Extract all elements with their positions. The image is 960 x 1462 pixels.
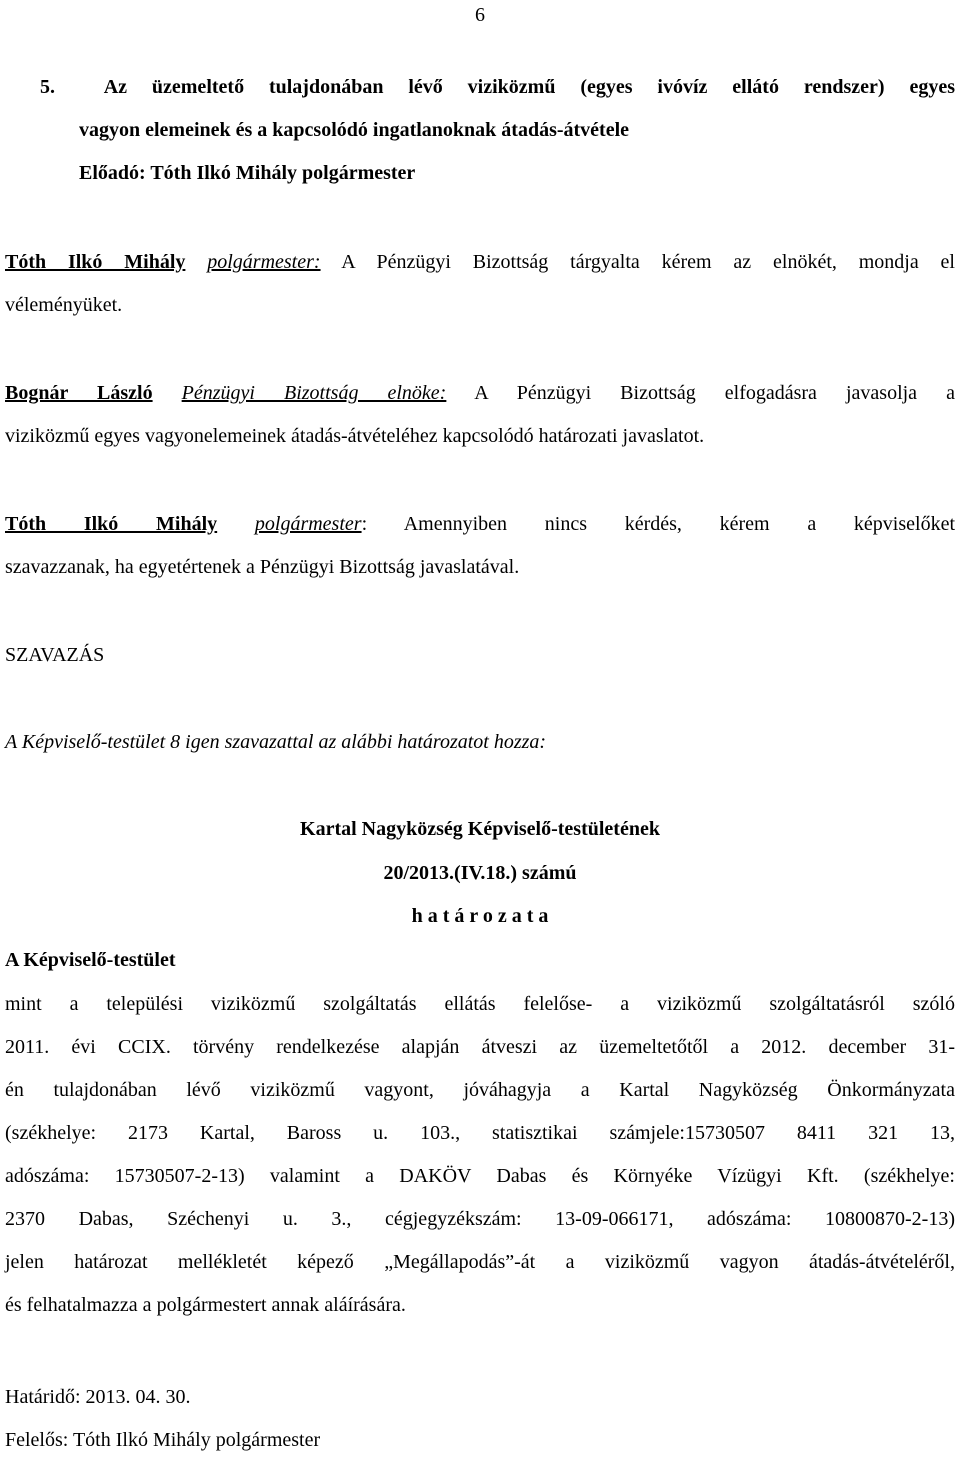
speech-paragraph-2-line2: viziközmű egyes vagyonelemeinek átadás-átvételéhez kapcsolódó határozati javaslatot.: [5, 425, 705, 447]
page-number: 6: [475, 4, 485, 26]
speaker-name: Tóth Ilkó Mihály: [5, 513, 218, 535]
resolution-body-line: mint a települési viziközmű szolgáltatás ellátás felelőse- a viziközmű szolgáltatásról szóló: [5, 993, 955, 1015]
speech-paragraph-2-line1: [5, 372, 955, 415]
speaker-name: Tóth Ilkó Mihály: [5, 251, 186, 273]
speech-paragraph-3-line1: [5, 503, 955, 546]
vote-result: A Képviselő-testület 8 igen szavazattal az alábbi határozatot hozza:: [5, 731, 547, 753]
agenda-item-title-line2: vagyon elemeinek és a kapcsolódó ingatlanoknak átadás-átvétele: [79, 119, 630, 141]
resolution-body: [5, 983, 955, 1327]
speech-paragraph-2: [5, 372, 955, 458]
resolution-number-suffix: számú: [517, 862, 577, 884]
speech-paragraph-1-line1: [5, 241, 955, 284]
vote-heading: SZAVAZÁS: [5, 644, 105, 666]
resolution-body-line: én tulajdonában lévő viziközmű vagyont, jóváhagyja a Kartal Nagyközség Önkormányzata: [5, 1079, 955, 1101]
speech-text: : Amennyiben nincs kérdés, kérem a képviselőket: [361, 513, 956, 535]
speech-paragraph-1: [5, 241, 955, 327]
speech-paragraph-1-line2: véleményüket.: [5, 294, 123, 316]
speaker-role: polgármester:: [207, 251, 321, 273]
agenda-item-presenter: Előadó: Tóth Ilkó Mihály polgármester: [79, 162, 416, 184]
speech-text: A Pénzügyi Bizottság tárgyalta kérem az elnökét, mondja el: [320, 251, 955, 273]
resolution-body-line: 2011. évi CCIX. törvény rendelkezése alapján átveszi az üzemeltetőtől a 2012. december 31-: [5, 1036, 955, 1058]
speaker-name: Bognár László: [5, 382, 153, 404]
resolution-label: h a t á r o z a t a: [411, 905, 549, 927]
resolution-responsible: Felelős: Tóth Ilkó Mihály polgármester: [5, 1429, 321, 1451]
agenda-item-number: 5.: [40, 76, 55, 98]
resolution-body-line: (székhelye: 2173 Kartal, Baross u. 103., statisztikai számjele:15730507 8411 321 13,: [5, 1122, 955, 1144]
speaker-role: polgármester: [254, 513, 362, 535]
speech-paragraph-3: [5, 503, 955, 589]
agenda-item-title-line1: [40, 66, 955, 109]
agenda-item-title: [40, 66, 955, 195]
resolution-deadline: Határidő: 2013. 04. 30.: [5, 1386, 191, 1408]
speech-paragraph-3-line2: szavazzanak, ha egyetértenek a Pénzügyi Bizottság javaslatával.: [5, 556, 520, 578]
resolution-body-line: 2370 Dabas, Széchenyi u. 3., cégjegyzékszám: 13-09-066171, adószáma: 10800870-2-13): [5, 1208, 955, 1230]
speech-text: A Pénzügyi Bizottság elfogadásra javasolja a: [446, 382, 955, 404]
resolution-body-line: jelen határozat mellékletét képező „Megállapodás”-át a viziközmű vagyon átadás-átvételéről,: [5, 1251, 955, 1273]
resolution-body-line: adószáma: 15730507-2-13) valamint a DAKÖV Dabas és Környéke Vízügyi Kft. (székhelye:: [5, 1165, 955, 1187]
resolution-subject: A Képviselő-testület: [5, 949, 176, 971]
agenda-item-title-text: Az üzemeltető tulajdonában lévő viziközmű (egyes ivóvíz ellátó rendszer) egyes: [103, 76, 955, 98]
resolution-body-name: Kartal Nagyközség Képviselő-testületének: [300, 818, 660, 840]
resolution-body-line: és felhatalmazza a polgármestert annak aláírására.: [5, 1294, 406, 1316]
resolution-number-value: 20/2013.(IV.18.): [383, 862, 518, 884]
resolution-number: [0, 852, 960, 895]
speaker-role: Pénzügyi Bizottság elnöke:: [181, 382, 447, 404]
